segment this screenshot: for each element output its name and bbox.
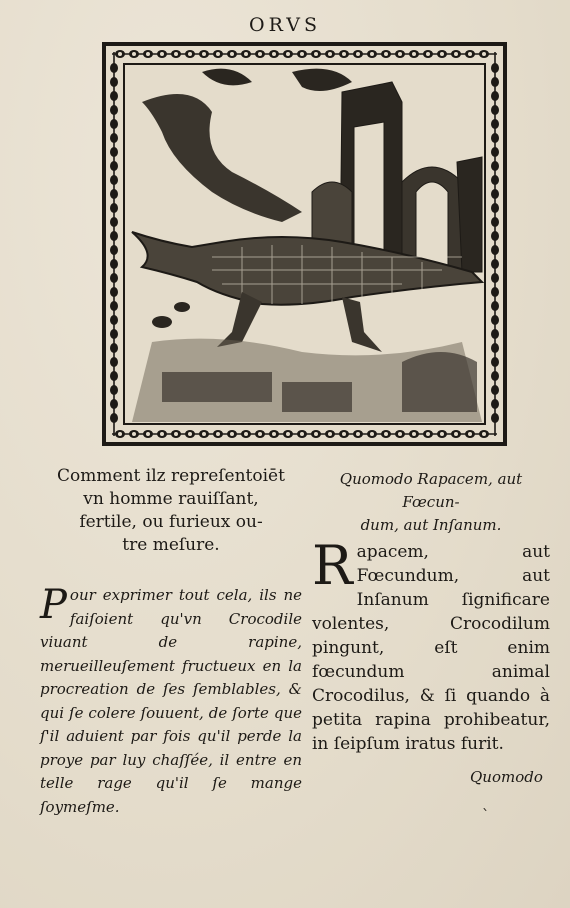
latin-paragraph [312, 534, 550, 756]
left-caption-line: Comment ilz repreſentoiēt [57, 466, 285, 486]
right-caption [312, 468, 550, 537]
latin-drop-capital: R [312, 534, 353, 597]
crocodile-woodcut [102, 42, 507, 446]
left-caption-line: tre meſure. [122, 535, 220, 555]
french-drop-capital: P [40, 582, 67, 628]
catchword: Quomodo [470, 768, 543, 786]
left-caption-line: vn homme rauiſſant, [83, 489, 259, 509]
french-paragraph [40, 584, 302, 819]
latin-body-text: apacem, aut Fœcundum, aut Inſanum ſignificare volentes, Crocodilum pingunt, eſt enim fœcundum animal Crocodilus, & ſi quando à petita rapina prohibeatur, in ſeipſum iratus furit. [312, 542, 550, 754]
signature-mark: ` [482, 806, 490, 824]
left-caption-line: fertile, ou furieux ou- [79, 512, 263, 532]
right-caption-line: Quomodo Rapacem, aut Fœcun- [339, 470, 523, 511]
right-caption-line: dum, aut Inſanum. [360, 516, 502, 534]
french-body-text: our exprimer tout cela, ils ne faiſoient qu'vn Crocodile viuant de rapine, merueilleuſement fructueux en la procreation de ſes ſemblables, & qui ſe colere ſouuent, de ſorte que ſ'il aduient par fois qu'il perde la proye par luy chaſſée, il entre en telle rage qu'il ſe mange ſoymeſme. [40, 586, 302, 816]
left-caption [40, 465, 302, 557]
running-head: ORVS [249, 14, 321, 36]
